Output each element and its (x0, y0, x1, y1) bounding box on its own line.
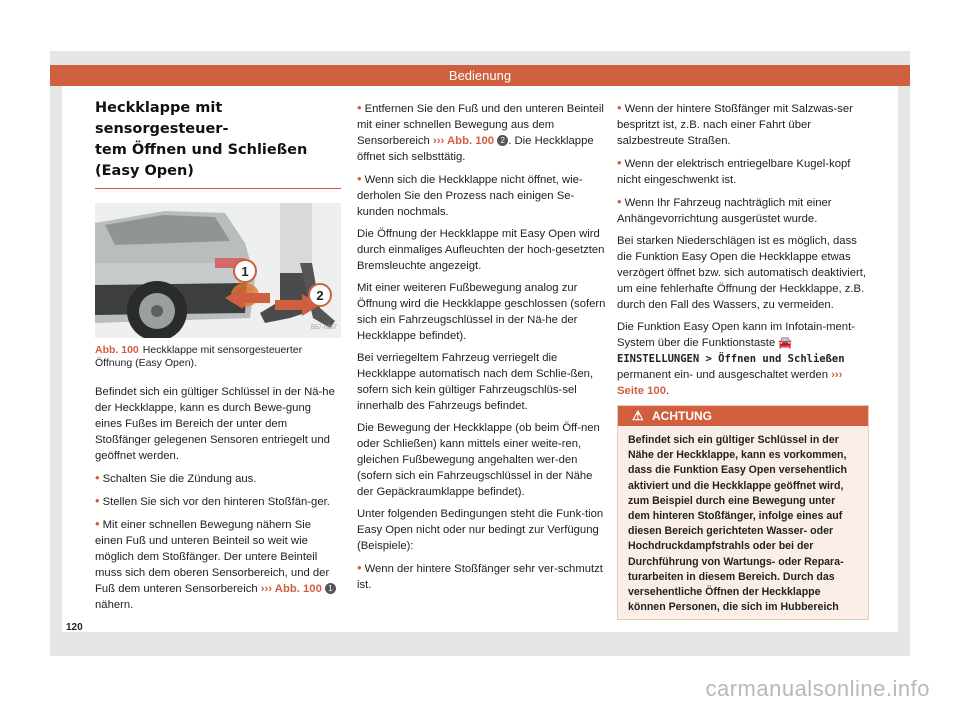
bullet-icon: • (617, 155, 622, 170)
manual-page (62, 86, 898, 632)
paragraph: Die Bewegung der Heckklappe (ob beim Öff-nen oder Schließen) kann mittels einer weite-ren, gleichen Fußbewegung angehalten wer-den (sofern sich ein Fahrzeugschlüssel in der Nähe der Gepäckraumklappe befindet). (357, 422, 600, 498)
page-reference-link[interactable]: ››› Seite 100 (617, 369, 843, 397)
paragraph: Unter folgenden Bedingungen steht die Funk-tion Easy Open nicht oder nur bedingt zur Verfügung (Beispiele): (357, 508, 604, 552)
heading-line: Heckklappe mit sensorgesteuer- (95, 100, 229, 137)
list-item: • Mit einer schnellen Bewegung nähern Sie einen Fuß und unteren Beinteil so weit wie möglich dem Stoßfänger. Der untere Beinteil muss sich dem oberen Sensorbereich, und der Fuß dem unteren Sensorbereich ››› Abb. 100 1 nähern. (95, 516, 341, 613)
paragraph: Bei starken Niederschlägen ist es möglich, dass die Funktion Easy Open die Heckklappe etwas verzögert öffnet bzw. sich automatisch deaktiviert, um eine fehlerhafte Öffnung der Heckklappe, z.B. durch den Fall des Wassers, zu vermeiden. (617, 235, 867, 311)
watermark: carmanualsonline.info (705, 676, 930, 701)
callout-number: 2 (497, 135, 508, 146)
bullet-icon: • (357, 100, 362, 115)
warning-header (618, 406, 868, 426)
figure-label: Abb. 100 (95, 344, 139, 356)
car-rear-illustration (95, 203, 341, 338)
bullet-icon: • (95, 470, 100, 485)
bullet-icon: • (95, 493, 100, 508)
column-left (95, 86, 341, 619)
paragraph: Mit einer weiteren Fußbewegung analog zur Öffnung wird die Heckklappe geschlossen (sofern sich ein Fahrzeugschlüssel in der Nä-he der Heckklappe befindet). (357, 282, 606, 342)
list-item: • Wenn der hintere Stoßfänger mit Salzwas-ser bespritzt ist, z.B. nach einer Fahrt über salzbestreute Straßen. (617, 100, 853, 147)
menu-path: EINSTELLUNGEN > Öffnen und Schließen (617, 353, 845, 365)
list-item: • Wenn Ihr Fahrzeug nachträglich mit einer Anhängevorrichtung ausgerüstet wurde. (617, 194, 832, 225)
warning-triangle-icon: ⚠ (632, 408, 644, 423)
figure-easy-open (95, 203, 341, 338)
warning-title: ACHTUNG (652, 409, 712, 423)
section-heading (95, 98, 341, 189)
warning-box (617, 405, 869, 620)
figure-id: B57-0387 (310, 325, 337, 331)
paragraph: Die Funktion Easy Open kann im Infotain-ment-System über die Funktionstaste 🚘 EINSTELLUNGEN > Öffnen und Schließen permanent ein- und ausgeschaltet werden ››› Seite 100. (617, 321, 855, 397)
list-item: • Schalten Sie die Zündung aus. (95, 470, 257, 485)
list-item: • Wenn der elektrisch entriegelbare Kugel-kopf nicht eingeschwenkt ist. (617, 155, 851, 186)
figure-reference-link[interactable]: ››› Abb. 100 (433, 135, 495, 147)
paragraph: Die Öffnung der Heckklappe mit Easy Open wird durch einmaliges Aufleuchten der hoch-gesetzten Bremsleuchte angezeigt. (357, 228, 605, 272)
svg-text:2: 2 (316, 288, 324, 303)
paragraph: Bei verriegeltem Fahrzeug verriegelt die Heckklappe automatisch nach dem Schlie-ßen, sofern sich kein gültiger Fahrzeugschlüs-sel innerhalb des Fahrzeugs befindet. (357, 352, 594, 412)
callout-1 (234, 260, 256, 282)
list-item: • Stellen Sie sich vor den hinteren Stoßfän-ger. (95, 493, 330, 508)
bullet-icon: • (95, 516, 100, 531)
figure-caption-text: Heckklappe mit sensorgesteuerter Öffnung (Easy Open). (95, 344, 303, 369)
list-item: • Wenn sich die Heckklappe nicht öffnet, wie-derholen Sie den Prozess nach einigen Se-kunden nochmals. (357, 171, 583, 218)
bullet-icon: • (617, 194, 622, 209)
column-right (617, 100, 869, 620)
callout-2 (309, 284, 331, 306)
bullet-icon: • (357, 171, 362, 186)
car-menu-icon: 🚘 (778, 337, 793, 349)
heading-line: (Easy Open) (95, 163, 194, 179)
page-number: 120 (66, 622, 83, 633)
list-item: • Wenn der hintere Stoßfänger sehr ver-schmutzt ist. (357, 560, 603, 591)
callout-number: 1 (325, 583, 336, 594)
column-middle (357, 100, 607, 599)
section-header: Bedienung (50, 65, 910, 86)
list-item: • Entfernen Sie den Fuß und den unteren Beinteil mit einer schnellen Bewegung aus dem Sensorbereich ››› Abb. 100 2 . Die Heckklappe öffnet sich selbsttätig. (357, 100, 604, 163)
figure-reference-link[interactable]: ››› Abb. 100 (260, 583, 322, 595)
warning-text: Befindet sich ein gültiger Schlüssel in der Nähe der Heckklappe, kann es vorkommen, dass die Funktion Easy Open versehentlich aktiviert und die Heckklappe geöffnet wird, zum Beispiel durch eine Bewegung unter dem hinteren Stoßfänger, infolge eines auf diesen Bereich gerichteten Wasser- oder Hochdruckdampfstrahls oder bei der Durchführung von Wartungs- oder Repara-turarbeiten in diesem Bereich. Durch das versehentliche Öffnen der Heckklappe können Personen, die sich im Hubbereich (618, 426, 868, 619)
svg-text:1: 1 (241, 264, 249, 279)
heading-line: tem Öffnen und Schließen (95, 142, 308, 158)
bullet-icon: • (357, 560, 362, 575)
paragraph: Befindet sich ein gültiger Schlüssel in der Nä-he der Heckklappe, kann es durch Bewe-gung eines Fußes im Bereich der unter dem Stoßfänger gelegenen Sensoren entriegelt und geöffnet werden. (95, 386, 335, 462)
figure-caption (95, 344, 341, 370)
bullet-icon: • (617, 100, 622, 115)
